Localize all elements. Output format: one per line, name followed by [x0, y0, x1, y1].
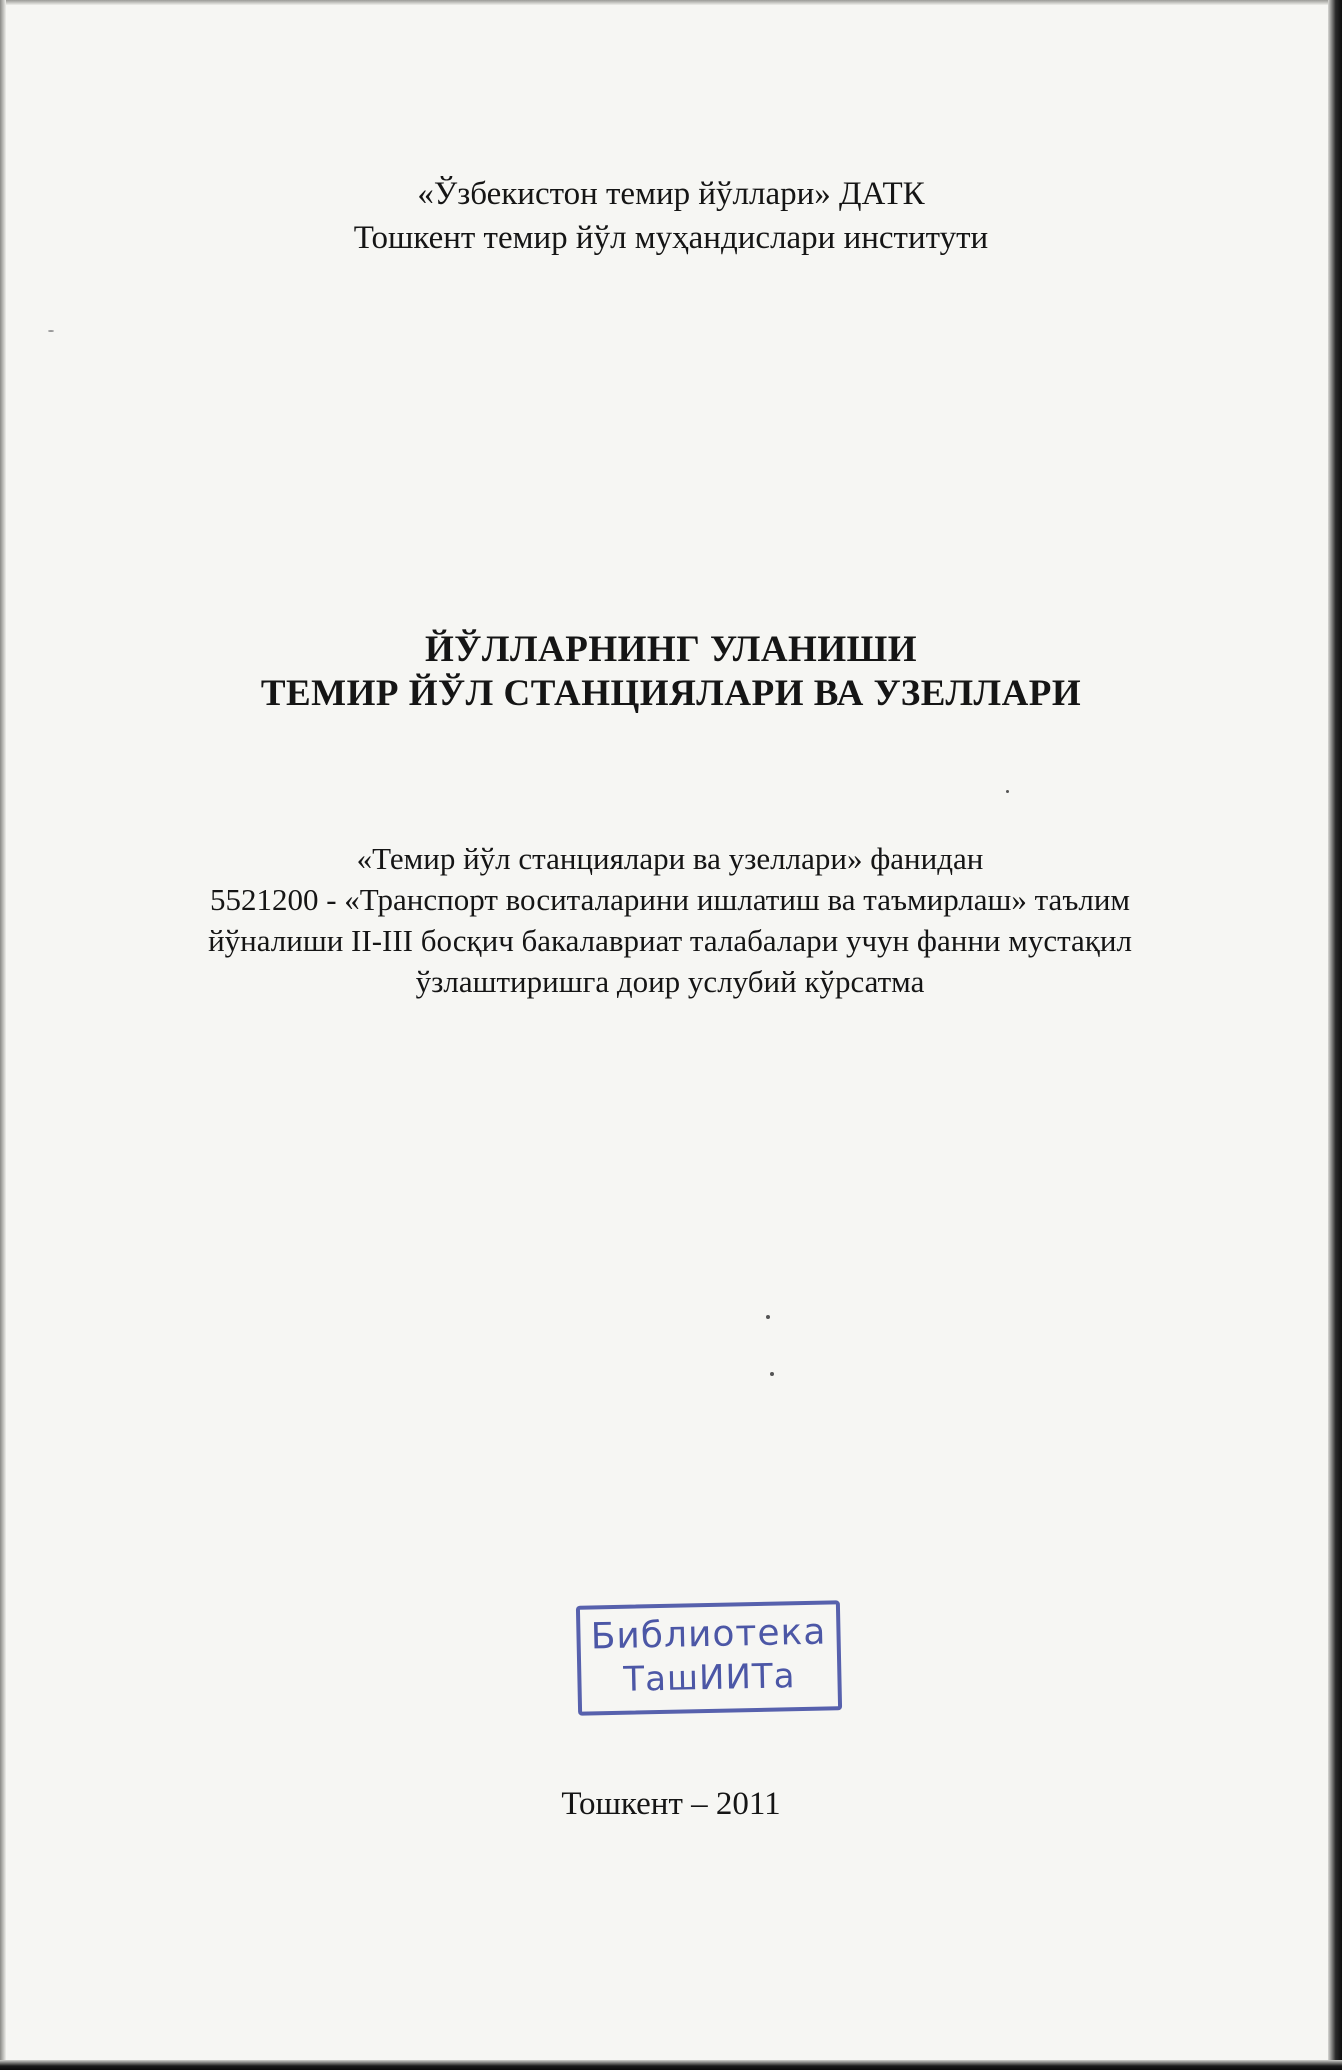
- document-description: [80, 838, 1260, 1002]
- organization-name: «Ўзбекистон темир йўллари» ДАТК: [417, 176, 925, 212]
- stamp-line-2: ТашИИТа: [622, 1656, 796, 1700]
- header-block: [0, 172, 1342, 260]
- description-line-1: «Темир йўл станциялари ва узеллари» фанидан: [356, 841, 984, 876]
- footer-place-year: [0, 1782, 1342, 1826]
- description-line-2: 5521200 - «Транспорт воситаларини ишлатиш ва таъмирлаш» таълим: [209, 882, 1131, 917]
- library-stamp: [576, 1600, 842, 1716]
- document-title: [0, 628, 1342, 716]
- scan-edge-left: [0, 0, 6, 2070]
- stamp-line-1: Библиотека: [590, 1611, 827, 1658]
- title-line-2: ТЕМИР ЙЎЛ СТАНЦИЯЛАРИ ВА УЗЕЛЛАРИ: [260, 673, 1082, 714]
- scan-speck: [1006, 790, 1009, 793]
- scan-speck: [766, 1315, 770, 1319]
- title-line-1: ЙЎЛЛАРНИНГ УЛАНИШИ: [424, 629, 918, 670]
- scan-edge-bottom: [0, 2060, 1342, 2070]
- place-year: Тошкент – 2011: [561, 1786, 781, 1822]
- institute-name: Тошкент темир йўл муҳандислари институти: [353, 220, 989, 256]
- description-line-4: ўзлаштиришга доир услубий кўрсатма: [415, 964, 925, 999]
- scan-edge-right: [1328, 0, 1342, 2070]
- scan-speck: [48, 330, 54, 332]
- description-line-3: йўналиши II-III босқич бакалавриат талабалари учун фанни мустақил: [208, 923, 1132, 958]
- scan-speck: [770, 1372, 774, 1376]
- scan-edge-top: [0, 0, 1342, 5]
